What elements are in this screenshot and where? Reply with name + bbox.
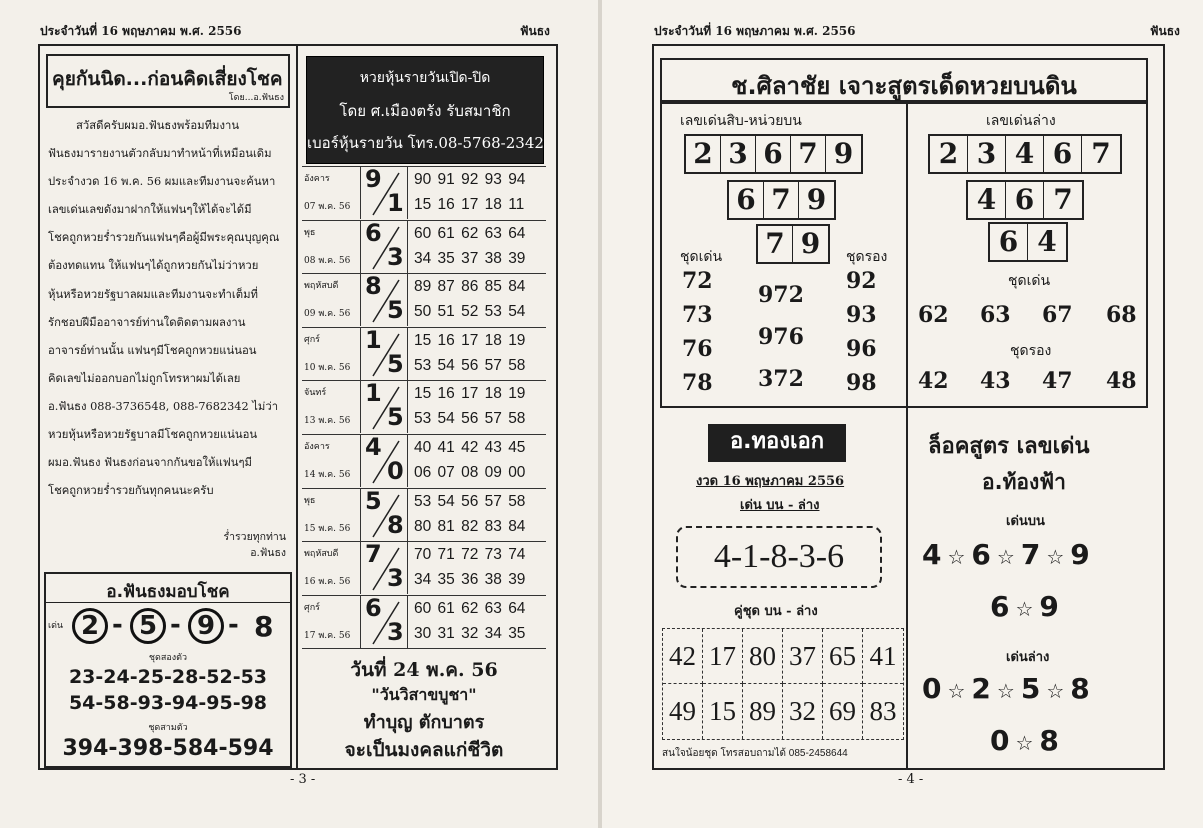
digit-cell: 7	[758, 226, 793, 262]
digit-cell: 7	[1053, 183, 1073, 216]
number-item: 62	[918, 302, 949, 328]
row-open-numbers: 53 54 56 57 58	[414, 492, 526, 510]
stock-header-line: เบอร์หุ้นรายวัน โทร.08-5768-2342	[307, 134, 544, 152]
formula-digit: 0	[990, 724, 1010, 757]
row-bottom-digit: 5	[387, 296, 404, 325]
lower-row-1	[928, 134, 1122, 174]
formula-digit: 0	[922, 672, 942, 705]
article-line: หวยหุ้นหรือหวยรัฐบาลมีโชคถูกหวยแน่นอน	[48, 428, 258, 442]
number-item: 48	[1106, 368, 1137, 394]
row-date: 15 พ.ค. 56	[304, 523, 351, 534]
upper-row-1	[684, 134, 863, 174]
digit-cell: 3	[968, 136, 1006, 172]
row-digit-box	[360, 593, 408, 648]
row-top-digit: 6	[365, 218, 382, 247]
digit-cell: 4	[1037, 225, 1057, 258]
stock-row	[302, 220, 546, 274]
star-icon: ☆	[996, 545, 1015, 569]
number-item: 98	[846, 370, 877, 396]
digit-cell: 4	[1006, 136, 1044, 172]
pairs-grid	[662, 628, 904, 740]
formula-digit: 5	[1020, 672, 1041, 705]
row-open-numbers: 60 61 62 63 64	[414, 224, 526, 242]
row-open-numbers: 60 61 62 63 64	[414, 599, 526, 617]
row-bottom-digit: 3	[387, 564, 404, 593]
digit-cell: 6	[756, 136, 791, 172]
row-day: พุธ	[304, 495, 316, 506]
formula-upper-row-1	[922, 538, 1090, 571]
row-close-numbers: 80 81 82 83 84	[414, 517, 526, 535]
number-item: 96	[846, 336, 877, 362]
row-bottom-digit: 5	[387, 349, 404, 378]
digit-cell: 2	[930, 136, 968, 172]
right-title-box	[660, 58, 1148, 102]
digit-cell: 2	[686, 136, 721, 172]
pair-cell: 83	[869, 696, 897, 726]
stock-row	[302, 541, 546, 595]
formula-digit: 8	[1070, 672, 1090, 705]
number-item: 42	[918, 368, 949, 394]
row-open-numbers: 89 87 86 85 84	[414, 278, 526, 296]
upper-featured-label: ชุดเด่น	[680, 249, 723, 265]
three-digit-label: ชุดสามตัว	[148, 723, 188, 733]
article-line: โชคถูกหวยร่ำรวยกันแฟนๆคือผู้มีพระคุณบุญคุณ	[48, 231, 280, 245]
row-digit-box	[360, 486, 408, 541]
row-close-numbers: 53 54 56 57 58	[414, 356, 526, 374]
formula-digit: 2	[971, 672, 991, 705]
row-close-numbers: 34 35 37 38 39	[414, 249, 526, 267]
right-header-brand: ฟันธง	[1150, 24, 1180, 38]
stock-header-line: หวยหุ้นรายวันเปิด-ปิด	[359, 70, 491, 86]
formula-digit: 4	[922, 538, 942, 571]
formula-lower-row-2	[990, 724, 1059, 757]
pair-cell: 42	[663, 629, 703, 684]
lucky-title: อ.ฟันธงมอบโชค	[106, 582, 230, 602]
article-line: อาจารย์ท่านนั้น แฟนๆมีโชคถูกหวยแน่นอน	[48, 343, 257, 357]
row-digit-box	[360, 274, 408, 326]
number-item: 63	[980, 302, 1011, 328]
right-title: ช.ศิลาชัย เจาะสูตรเด็ดหวยบนดิน	[731, 72, 1077, 100]
article-line: หุ้นหรือหวยรัฐบาลผมและทีมงานจะทำเต็มที่	[48, 287, 258, 301]
row-open-numbers: 15 16 17 18 19	[414, 385, 526, 403]
pair-cell: 49	[663, 684, 703, 739]
upper-second-label: ชุดรอง	[846, 249, 888, 265]
thong-ek-subtitle: เด่น บน - ล่าง	[740, 498, 820, 513]
dash: -	[112, 610, 123, 640]
row-digit-box	[360, 325, 408, 380]
stock-row	[302, 166, 546, 220]
row-top-digit: 6	[365, 593, 382, 622]
row-day: พฤหัสบดี	[304, 281, 339, 292]
article-line: สวัสดีครับผมอ.ฟันธงพร้อมทีมงาน	[76, 119, 240, 132]
number-item: 93	[846, 302, 877, 328]
lucky-digit: 5	[130, 608, 166, 644]
number-item: 976	[758, 324, 804, 350]
article-line: คิดเลขไม่ออกบอกไม่ถูกโทรหาผมได้เลย	[48, 371, 241, 385]
article-signature: อ.ฟันธง	[250, 547, 286, 559]
stock-row	[302, 488, 546, 542]
formula-digit: 6	[990, 590, 1010, 623]
two-digit-line: 54-58-93-94-95-98	[68, 692, 268, 714]
formula-upper-label: เด่นบน	[1006, 514, 1045, 529]
row-top-digit: 5	[365, 486, 382, 515]
row-bottom-digit: 3	[387, 242, 404, 271]
row-day: อังคาร	[304, 174, 330, 184]
right-page-number: - 4 -	[898, 772, 924, 787]
formula-lower-row-1	[922, 672, 1090, 705]
row-day: ศุกร์	[304, 334, 320, 345]
stock-header-line: โดย ศ.เมืองตรัง รับสมาชิก	[339, 102, 511, 120]
article-title-box	[46, 54, 290, 108]
thong-ek-main: 4-1-8-3-6	[676, 526, 882, 588]
three-digit-line: 394-398-584-594	[62, 736, 274, 761]
row-digit-box	[360, 435, 408, 487]
digit-cell: 3	[721, 136, 756, 172]
number-item: 92	[846, 268, 877, 294]
row-top-digit: 7	[365, 540, 382, 569]
row-date: 10 พ.ค. 56	[304, 362, 351, 373]
formula-title: ล็อคสูตร เลขเด่น	[928, 434, 1090, 459]
number-item: 76	[682, 336, 713, 362]
formula-digit: 6	[971, 538, 991, 571]
number-item: 43	[980, 368, 1011, 394]
row-open-numbers: 70 71 72 73 74	[414, 546, 526, 564]
star-icon: ☆	[947, 545, 966, 569]
thong-ek-footer: สนใจน้อยชุด โทรสอบถามได้ 085-2458644	[662, 748, 848, 759]
row-close-numbers: 53 54 56 57 58	[414, 410, 526, 428]
left-header-date: ประจำวันที่ 16 พฤษภาคม พ.ศ. 2556	[40, 24, 242, 38]
upper-label: เลขเด่นสิบ-หน่วยบน	[680, 113, 802, 129]
star-icon: ☆	[1015, 731, 1034, 755]
footer-line: ทำบุญ ตักบาตร	[363, 712, 485, 733]
row-digit-box	[360, 218, 408, 273]
article-title: คุยกันนิด...ก่อนคิดเสี่ยงโชค	[52, 68, 283, 90]
row-date: 09 พ.ค. 56	[304, 309, 351, 320]
row-day: จันทร์	[304, 388, 327, 399]
article-line: อ.ฟันธง 088-3736548, 088-7682342 ไม่ว่า	[48, 399, 279, 413]
article-line: โชคถูกหวยร่ำรวยกันทุกคนนะครับ	[48, 484, 214, 498]
lower-row-2	[966, 180, 1084, 220]
left-page	[0, 0, 598, 828]
upper-row-2	[727, 180, 836, 220]
lower-row-3	[988, 222, 1068, 262]
pair-cell: 37	[783, 629, 823, 684]
article-body	[48, 112, 292, 505]
number-item: 47	[1042, 368, 1073, 394]
lucky-featured-label: เด่น	[48, 621, 64, 631]
right-header-date: ประจำวันที่ 16 พฤษภาคม พ.ศ. 2556	[654, 24, 856, 38]
pair-cell: 69	[823, 684, 863, 739]
two-digit-line: 23-24-25-28-52-53	[68, 666, 268, 688]
formula-digit: 9	[1039, 590, 1059, 623]
digit-cell: 9	[833, 137, 854, 170]
row-bottom-digit: 0	[387, 457, 404, 485]
lower-label: เลขเด่นล่าง	[986, 113, 1056, 129]
row-top-digit: 1	[365, 379, 382, 408]
row-day: ศุกร์	[304, 602, 320, 613]
row-close-numbers: 15 16 17 18 11	[414, 196, 525, 213]
digit-cell: 4	[968, 182, 1006, 218]
lucky-divider	[46, 602, 290, 603]
row-bottom-digit: 8	[387, 510, 404, 539]
stock-row	[302, 380, 546, 434]
formula-digit: 7	[1020, 538, 1041, 571]
row-date: 17 พ.ค. 56	[304, 630, 351, 641]
row-close-numbers: 06 07 08 09 00	[414, 464, 526, 481]
formula-digit: 8	[1039, 724, 1059, 757]
number-item: 67	[1042, 302, 1073, 328]
thong-ek-name: อ.ทองเอก	[708, 424, 846, 462]
dash: -	[170, 610, 181, 640]
article-line: ประจำงวด 16 พ.ค. 56 ผมและทีมงานจะค้นหา	[48, 175, 276, 189]
row-top-digit: 9	[365, 165, 382, 193]
star-icon: ☆	[1046, 545, 1065, 569]
digit-cell: 7	[791, 136, 826, 172]
row-digit-box	[360, 167, 408, 219]
article	[44, 50, 292, 565]
row-day: พฤหัสบดี	[304, 549, 339, 560]
row-bottom-digit: 1	[387, 189, 404, 217]
lower-second-label: ชุดรอง	[1010, 343, 1052, 359]
stock-table-header	[306, 56, 544, 164]
pair-cell: 89	[743, 684, 783, 739]
article-line: ผมอ.ฟันธง ฟันธงก่อนจากกันขอให้แฟนๆมี	[48, 456, 252, 470]
article-byline: โดย...อ.ฟันธง	[228, 93, 284, 103]
stock-row	[302, 273, 546, 327]
row-close-numbers: 34 35 36 38 39	[414, 571, 526, 589]
digit-cell: 9	[800, 227, 821, 260]
pair-cell: 15	[703, 684, 743, 739]
row-digit-box	[360, 542, 408, 594]
footer-holiday: "วันวิสาขบูชา"	[371, 685, 477, 704]
lucky-digit: 2	[72, 608, 108, 644]
row-top-digit: 1	[365, 325, 382, 354]
row-digit-box	[360, 381, 408, 433]
digit-cell: 6	[1006, 182, 1044, 218]
stock-row	[302, 434, 546, 488]
stock-table	[300, 50, 548, 770]
thong-ek-draw: งวด 16 พฤษภาคม 2556	[696, 474, 845, 489]
lucky-digit-plain: 8	[254, 610, 274, 643]
row-top-digit: 4	[365, 433, 382, 461]
row-day: อังคาร	[304, 442, 330, 452]
digit-cell: 7	[1091, 137, 1111, 170]
row-open-numbers: 15 16 17 18 19	[414, 331, 526, 349]
lower-featured-label: ชุดเด่น	[1008, 273, 1051, 289]
star-icon: ☆	[1015, 597, 1034, 621]
left-page-number: - 3 -	[290, 772, 316, 787]
row-bottom-digit: 3	[387, 617, 404, 646]
row-bottom-digit: 5	[387, 403, 404, 432]
article-line: ต้องทดแทน ให้แฟนๆได้ถูกหวยกันไม่ว่าหวย	[48, 259, 259, 273]
article-signoff: ร่ำรวยทุกท่าน	[223, 531, 286, 543]
star-icon: ☆	[947, 679, 966, 703]
digit-cell: 6	[1044, 136, 1082, 172]
dash: -	[228, 610, 239, 640]
row-day: พุธ	[304, 227, 316, 238]
thong-ek-pairs-label: คู่ชุด บน - ล่าง	[734, 604, 818, 619]
stock-row	[302, 595, 546, 649]
formula-lower-label: เด่นล่าง	[1006, 650, 1050, 665]
formula-upper-row-2	[990, 590, 1059, 623]
row-date: 07 พ.ค. 56	[304, 202, 351, 212]
digit-cell: 6	[729, 182, 764, 218]
formula-digit: 9	[1070, 538, 1090, 571]
right-column-divider	[906, 102, 908, 770]
stock-row	[302, 327, 546, 381]
pair-cell: 32	[783, 684, 823, 739]
row-open-numbers: 90 91 92 93 94	[414, 171, 526, 188]
digit-cell: 9	[806, 183, 827, 216]
formula-author: อ.ท้องฟ้า	[982, 470, 1066, 494]
article-line: รักชอบฝีมืออาจารย์ท่านใดติดตามผลงาน	[48, 315, 246, 329]
left-header-brand: ฟันธง	[520, 24, 550, 38]
digit-cell: 7	[764, 182, 799, 218]
lucky-box	[44, 572, 292, 768]
article-line: เลขเด่นเลขดังมาฝากให้แฟนๆให้ได้จะได้มี	[48, 203, 252, 217]
two-digit-label: ชุดสองตัว	[148, 653, 188, 663]
footer-date: วันที่ 24 พ.ค. 56	[350, 659, 498, 681]
number-item: 78	[682, 370, 713, 396]
row-date: 13 พ.ค. 56	[304, 416, 351, 427]
column-divider	[296, 44, 298, 770]
number-item: 72	[682, 268, 713, 294]
row-date: 08 พ.ค. 56	[304, 255, 351, 266]
row-date: 16 พ.ค. 56	[304, 577, 351, 588]
row-open-numbers: 40 41 42 43 45	[414, 439, 526, 456]
lucky-digit: 9	[188, 608, 224, 644]
row-close-numbers: 50 51 52 53 54	[414, 303, 526, 321]
stock-table-footer	[302, 648, 546, 768]
star-icon: ☆	[1046, 679, 1065, 703]
pair-cell: 65	[823, 629, 863, 684]
pair-cell: 80	[743, 629, 783, 684]
number-item: 372	[758, 366, 804, 392]
number-item: 68	[1106, 302, 1137, 328]
upper-row-3	[756, 224, 830, 264]
pair-cell: 41	[863, 629, 903, 684]
pair-cell: 17	[703, 629, 743, 684]
article-line: ฟันธงมารายงานตัวกลับมาทำหน้าที่เหมือนเดิม	[48, 147, 272, 161]
number-item: 972	[758, 282, 804, 308]
footer-line: จะเป็นมงคลแก่ชีวิต	[344, 739, 504, 761]
row-close-numbers: 30 31 32 34 35	[414, 624, 526, 642]
row-top-digit: 8	[365, 272, 382, 301]
row-date: 14 พ.ค. 56	[304, 470, 351, 480]
digit-cell: 6	[990, 224, 1028, 260]
star-icon: ☆	[996, 679, 1015, 703]
number-item: 73	[682, 302, 713, 328]
